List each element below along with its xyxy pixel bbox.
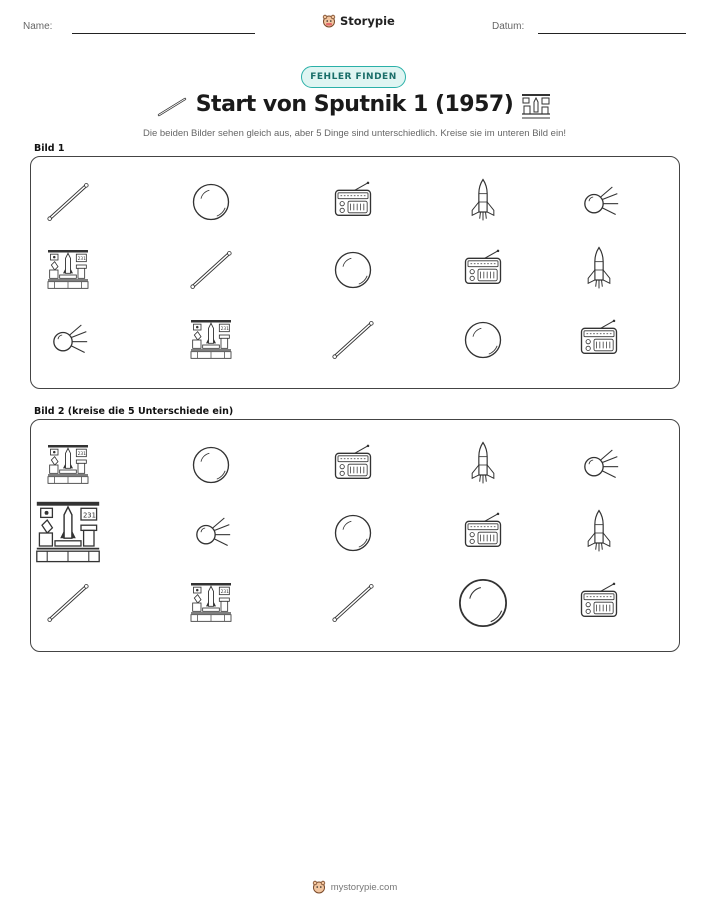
footer-url: mystorypie.com [330,881,398,893]
sphere-icon [458,315,508,365]
svg-text:231: 231 [220,590,229,595]
storypie-mascot-icon [322,14,336,28]
radio-icon[interactable] [574,578,624,628]
svg-text:231: 231 [82,510,96,520]
sphere-icon[interactable] [186,440,236,490]
control-room-icon[interactable] [186,578,236,628]
sputnik-icon [43,315,93,365]
sphere-icon[interactable] [328,508,378,558]
sphere-icon [186,177,236,227]
rocket-icon[interactable] [574,508,624,558]
antenna-rod-icon[interactable] [328,578,378,628]
footer [0,880,709,894]
storypie-mascot-icon [312,880,326,894]
name-field-line[interactable] [72,33,255,34]
sputnik-icon [574,177,624,227]
control-room-icon [520,92,552,120]
radio-icon [458,245,508,295]
antenna-rod-icon [328,315,378,365]
rocket-icon [574,245,624,295]
svg-text:231: 231 [77,452,86,457]
rocket-icon [458,177,508,227]
sputnik-icon[interactable] [574,440,624,490]
picture-2-panel[interactable] [30,419,680,652]
radio-icon[interactable] [458,508,508,558]
svg-text:231: 231 [77,257,86,262]
picture-2-label: Bild 2 (kreise die 5 Unterschiede ein) [34,406,234,417]
sphere-icon[interactable] [450,570,516,636]
radio-icon [574,315,624,365]
picture-1-label: Bild 1 [34,143,65,154]
antenna-rod-icon [156,96,188,118]
brand-name: Storypie [340,14,395,28]
radio-icon[interactable] [328,440,378,490]
antenna-rod-icon[interactable] [43,578,93,628]
sphere-icon [328,245,378,295]
date-label: Datum: [492,21,525,32]
title-row [0,92,709,117]
sputnik-icon[interactable] [186,508,236,558]
control-room-icon[interactable] [43,440,93,490]
worksheet-title: Start von Sputnik 1 (1957) [195,92,514,117]
worksheet-type-badge: FEHLER FINDEN [301,66,406,88]
control-room-icon [43,245,93,295]
svg-text:231: 231 [220,327,229,332]
instructions: Die beiden Bilder sehen gleich aus, aber 5 Dinge sind unterschiedlich. Kreise sie im unteren Bild ein! [143,128,566,139]
antenna-rod-icon [43,177,93,227]
control-room-icon [186,315,236,365]
antenna-rod-icon [186,245,236,295]
picture-1-panel [30,156,680,389]
brand-logo [322,14,395,28]
rocket-icon[interactable] [458,440,508,490]
control-room-icon[interactable] [29,494,107,572]
name-label: Name: [23,21,53,32]
radio-icon [328,177,378,227]
date-field-line[interactable] [538,33,686,34]
